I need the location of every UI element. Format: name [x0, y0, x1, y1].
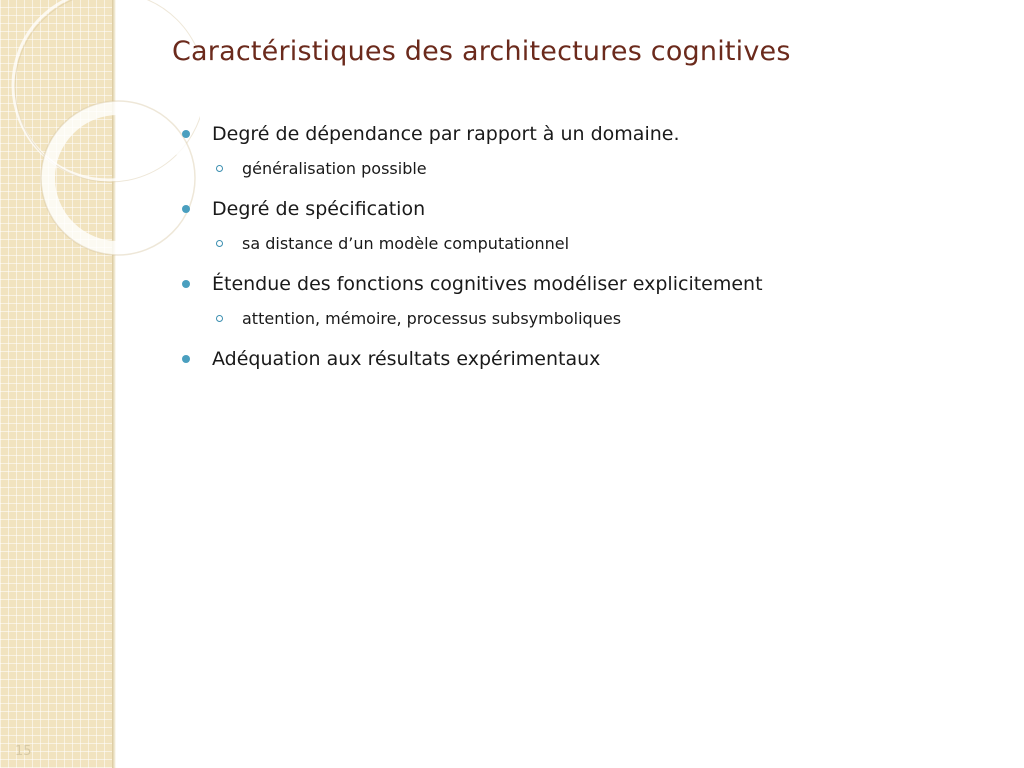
list-item-text: Degré de dépendance par rapport à un domaine. — [212, 123, 680, 145]
sub-list-item-text: sa distance d’un modèle computationnel — [242, 234, 570, 253]
bullet-ring-icon — [216, 315, 223, 322]
list-item — [180, 343, 1000, 381]
list-item — [180, 193, 1000, 231]
sub-list-item — [180, 156, 1000, 193]
bullet-ring-icon — [216, 240, 223, 247]
bullet-dot-icon — [182, 280, 190, 288]
sub-list-item — [180, 231, 1000, 268]
bullet-ring-icon — [216, 165, 223, 172]
bullet-dot-icon — [182, 355, 190, 363]
bullet-dot-icon — [182, 205, 190, 213]
bullet-list — [180, 118, 1000, 381]
slide-title: Caractéristiques des architectures cognitives — [172, 36, 791, 67]
sub-list-item — [180, 306, 1000, 343]
page-number: 15 — [15, 744, 32, 759]
bullet-dot-icon — [182, 130, 190, 138]
decorative-circles-icon — [0, 0, 200, 300]
list-item-text: Adéquation aux résultats expérimentaux — [212, 348, 601, 370]
list-item-text: Degré de spécification — [212, 198, 426, 220]
list-item — [180, 268, 1000, 306]
sub-list-item-text: attention, mémoire, processus subsymboliques — [242, 309, 622, 328]
list-item — [180, 118, 1000, 156]
list-item-text: Étendue des fonctions cognitives modéliser explicitement — [212, 273, 763, 295]
sub-list-item-text: généralisation possible — [242, 159, 427, 178]
